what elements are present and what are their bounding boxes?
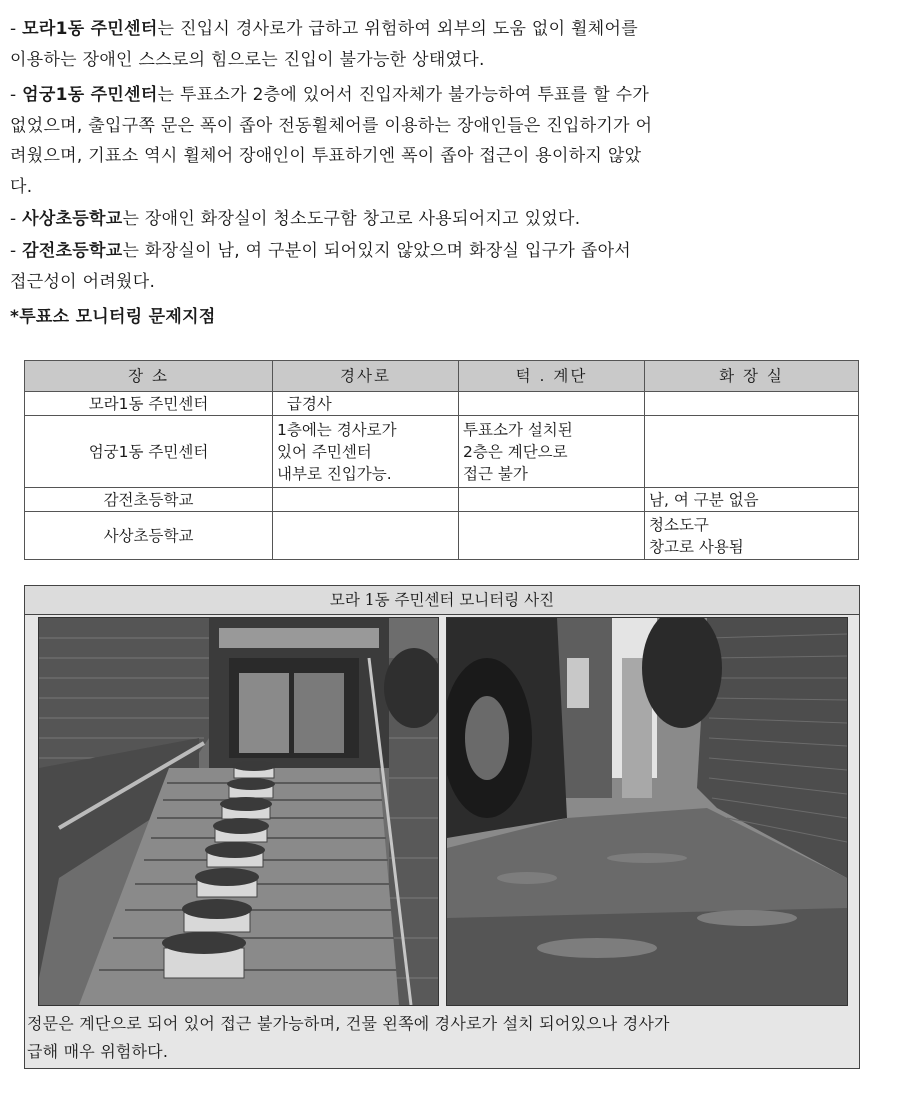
photo-section-title: 모라 1동 주민센터 모니터링 사진: [25, 586, 859, 615]
paragraph-gamjeon: - 감전초등학교는 화장실이 남, 여 구분이 되어있지 않았으며 화장실 입구가 좁아서 접근성이 어려웠다.: [10, 241, 632, 292]
header-restroom: 화 장 실: [645, 361, 859, 392]
monitoring-table: [24, 360, 859, 560]
table-row: 모라1동 주민센터 급경사: [25, 392, 859, 416]
photo-section: [24, 585, 860, 1069]
table-row: 사상초등학교 청소도구 창고로 사용됨: [25, 512, 859, 560]
photo-caption: 정문은 계단으로 되어 있어 접근 불가능하며, 건물 왼쪽에 경사로가 설치 되어있으나 경사가 급해 매우 위험하다.: [27, 1014, 670, 1061]
paragraph-sasang: - 사상초등학교는 장애인 화장실이 청소도구함 창고로 사용되어지고 있었다.: [10, 209, 581, 229]
paragraph-mora: - 모라1동 주민센터는 진입시 경사로가 급하고 위험하여 외부의 도움 없이 휠체어를 이용하는 장애인 스스로의 힘으로는 진입이 불가능한 상태였다.: [10, 19, 638, 70]
header-place: 장 소: [25, 361, 273, 392]
bold-place-name: 사상초등학교: [22, 209, 123, 229]
bold-place-name: 모라1동 주민센터: [22, 19, 158, 39]
stairs-entrance-photo: [38, 617, 439, 1006]
steep-ramp-photo: [446, 617, 848, 1006]
bold-place-name: 엄궁1동 주민센터: [22, 85, 158, 105]
section-title: *투표소 모니터링 문제지점: [10, 307, 216, 327]
header-step-stairs: 턱 . 계단: [459, 361, 645, 392]
table-header-row: [25, 361, 859, 392]
table-row: 엄궁1동 주민센터 1층에는 경사로가 있어 주민센터 내부로 진입가능. 투표소가 설치된 2층은 계단으로 접근 불가: [25, 416, 859, 488]
table-row: 감전초등학교 남, 여 구분 없음: [25, 488, 859, 512]
paragraph-eomgung: - 엄궁1동 주민센터는 투표소가 2층에 있어서 진입자체가 불가능하여 투표를 할 수가 없었으며, 출입구쪽 문은 폭이 좁아 전동휠체어를 이용하는 장애인들은 진입하기가 어 려웠으며, 기표소 역시 휠체어 장애인이 투표하기엔 폭이 좁아 접근이 용이하지 않았 다.: [10, 85, 653, 197]
bold-place-name: 감전초등학교: [22, 241, 123, 261]
header-ramp: 경사로: [273, 361, 459, 392]
